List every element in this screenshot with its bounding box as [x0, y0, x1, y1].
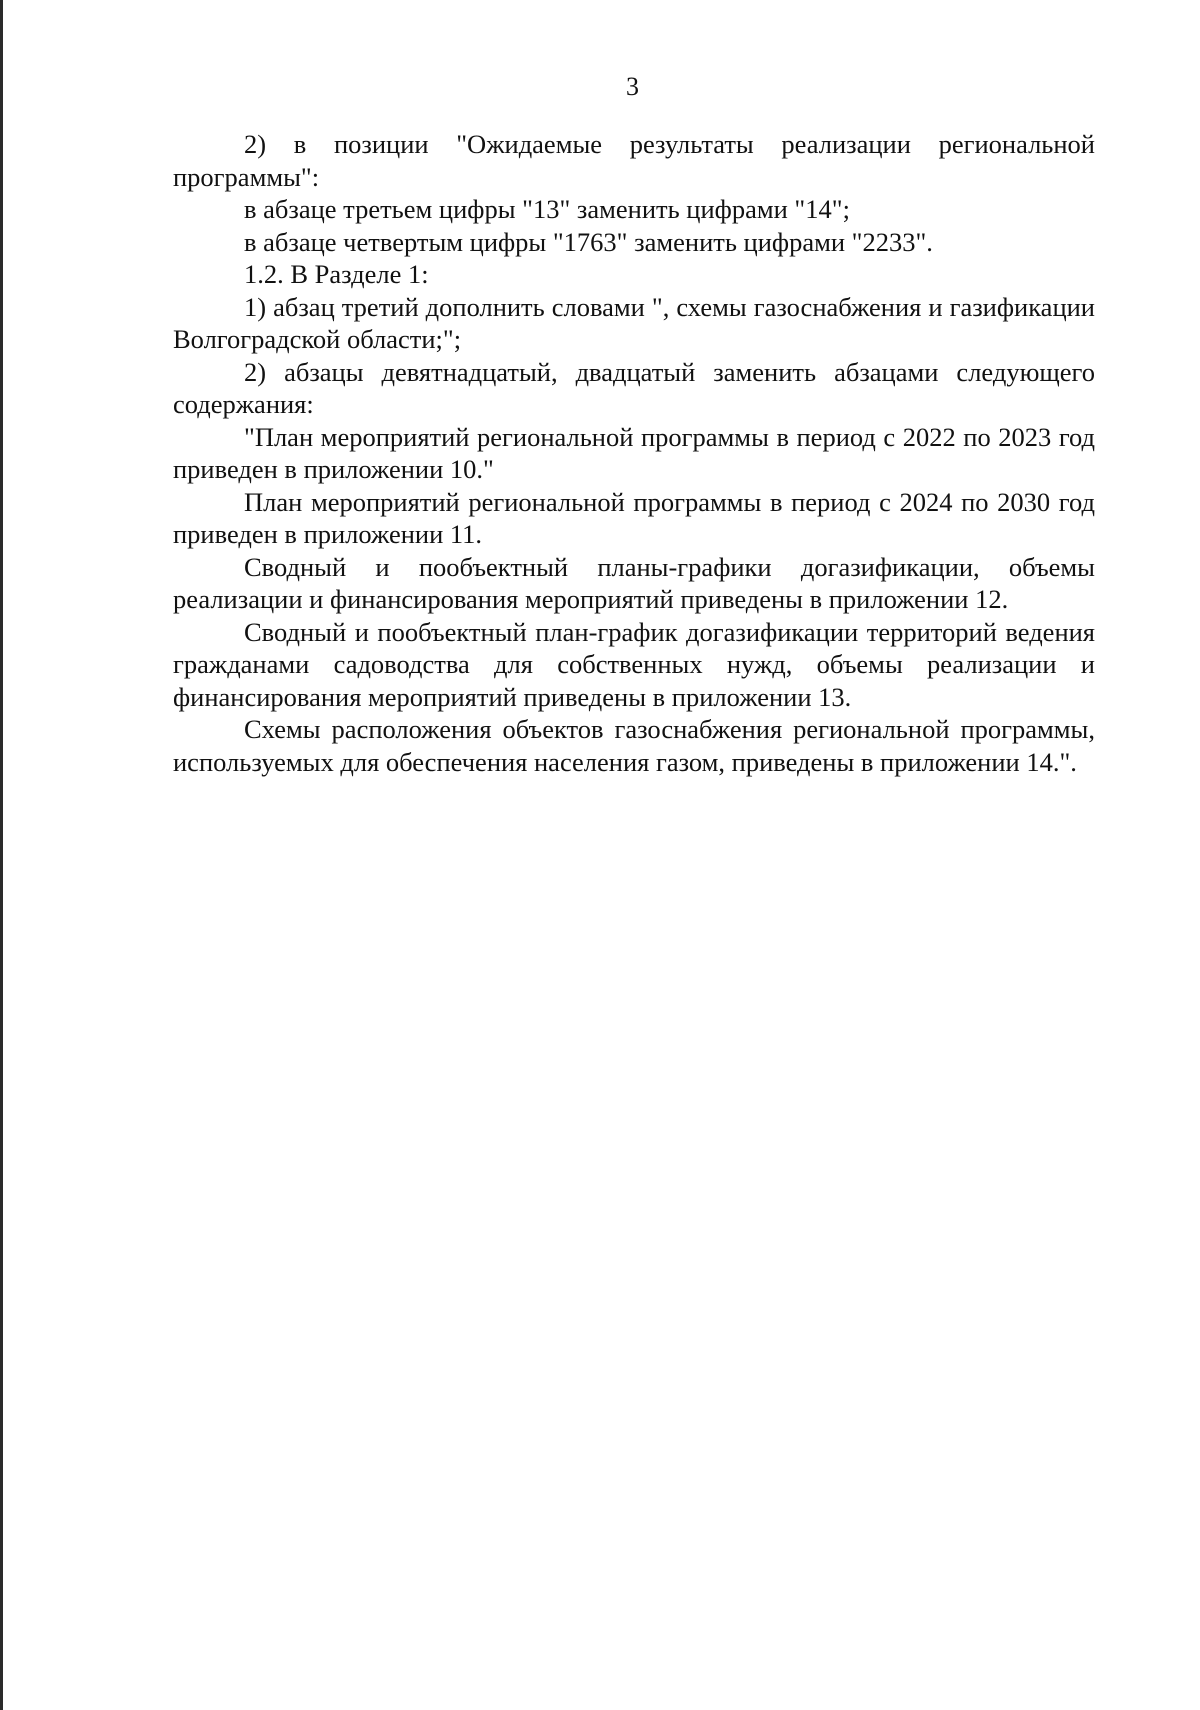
paragraph-position-expected-results: 2) в позиции "Ожидаемые результаты реализации региональной программы": — [173, 129, 1095, 192]
document-body — [173, 128, 1095, 778]
paragraph-schemes-appendix-14: Схемы расположения объектов газоснабжения региональной программы, используемых для обеспечения населения газом, приведены в приложении 14.". — [173, 714, 1095, 777]
paragraph-fourth-indent-change: в абзаце четвертым цифры "1763" заменить цифрами "2233". — [244, 226, 933, 257]
paragraph-schedule-appendix-13: Сводный и пообъектный план-график догазификации территорий ведения гражданами садоводства для собственных нужд, объемы реализации и финансирования мероприятий приведены в приложении 13. — [173, 616, 1095, 712]
page-number: 3 — [626, 72, 639, 101]
scan-edge-line — [0, 0, 3, 1710]
paragraph-schedule-appendix-12: Сводный и пообъектный планы-графики догазификации, объемы реализации и финансирования мероприятий приведены в приложении 12. — [173, 551, 1095, 614]
paragraph-replace-indents: 2) абзацы девятнадцатый, двадцатый заменить абзацами следующего содержания: — [173, 356, 1095, 419]
paragraph-plan-2022-2023: "План мероприятий региональной программы в период с 2022 по 2023 год приведен в приложении 10." — [173, 421, 1095, 484]
paragraph-section-heading: 1.2. В Разделе 1: — [244, 259, 429, 289]
paragraph-add-words: 1) абзац третий дополнить словами ", схемы газоснабжения и газификации Волгоградской области;"; — [173, 291, 1095, 354]
paragraph-plan-2024-2030: План мероприятий региональной программы в период с 2024 по 2030 год приведен в приложении 11. — [173, 486, 1095, 549]
paragraph-third-indent-change: в абзаце третьем цифры "13" заменить цифрами "14"; — [244, 194, 850, 224]
